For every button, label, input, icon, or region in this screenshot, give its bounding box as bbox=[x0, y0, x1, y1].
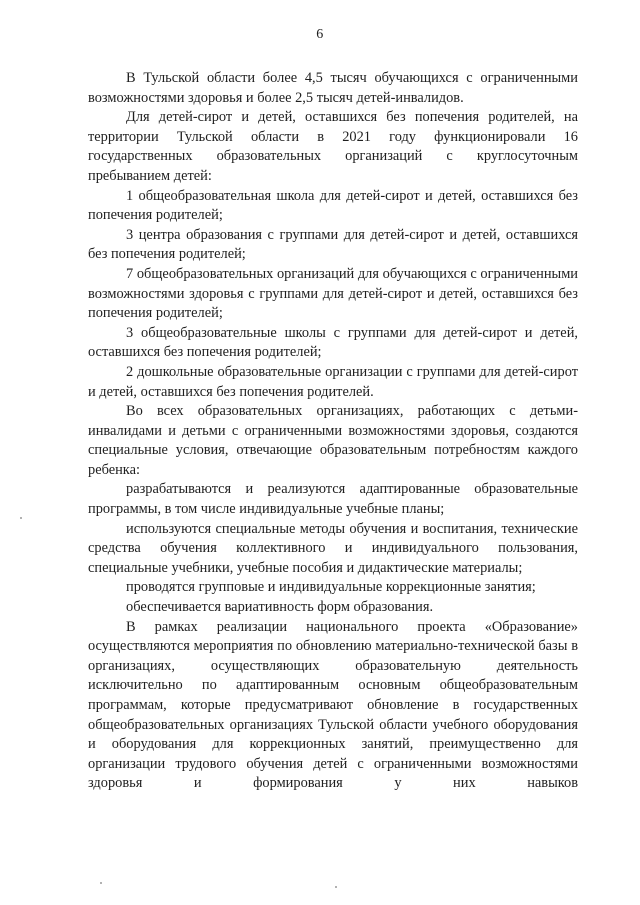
list-item-preschool-organizations: 2 дошкольные образовательные организации с группами для детей-сирот и детей, оставшихся без попечения родителей. bbox=[88, 363, 578, 400]
list-item-general-schools-with-groups: 3 общеобразовательные школы с группами для детей-сирот и детей, оставшихся без попечения родителей; bbox=[88, 324, 578, 361]
document-body bbox=[88, 69, 578, 794]
list-item-general-school: 1 общеобразовательная школа для детей-сирот и детей, оставшихся без попечения родителей; bbox=[88, 187, 578, 224]
scan-speck bbox=[335, 886, 337, 888]
scan-speck bbox=[20, 517, 22, 519]
list-item-education-centers: 3 центра образования с группами для детей-сирот и детей, оставшихся без попечения родителей; bbox=[88, 226, 578, 263]
paragraph-national-project: В рамках реализации национального проекта «Образование» осуществляются мероприятия по обновлению материально-технической базы в организациях, осуществляющих образовательную деятельность исключительно по адаптированным основным общеобразовательным программам, которые предусматривают обновление в государственных общеобразовательных организациях Тульской области учебного оборудования и оборудования для коррекционных занятий, преимущественно для организации трудового обучения детей с ограниченными возможностями здоровья и формирования у них навыков bbox=[88, 618, 578, 792]
list-item-correction-classes: проводятся групповые и индивидуальные коррекционные занятия; bbox=[126, 579, 536, 596]
scan-speck bbox=[100, 882, 102, 884]
page-number: 6 bbox=[316, 27, 324, 42]
paragraph-orphan-organizations-intro: Для детей-сирот и детей, оставшихся без попечения родителей, на территории Тульской области в 2021 году функционировали 16 государственных образовательных организаций с круглосуточным пребыванием детей: bbox=[88, 109, 578, 184]
list-item-special-methods: используются специальные методы обучения и воспитания, технические средства обучения коллективного и индивидуального пользования, специальные учебники, учебные пособия и дидактические материалы; bbox=[88, 520, 578, 576]
paragraph-statistics: В Тульской области более 4,5 тысяч обучающихся с ограниченными возможностями здоровья и более 2,5 тысяч детей-инвалидов. bbox=[88, 70, 578, 106]
list-item-variable-forms: обеспечивается вариативность форм образования. bbox=[126, 599, 434, 616]
list-item-special-organizations: 7 общеобразовательных организаций для обучающихся с ограниченными возможностями здоровья с группами для детей-сирот и детей, оставшихся без попечения родителей; bbox=[88, 265, 578, 322]
list-item-adapted-programs: разрабатываются и реализуются адаптированные образовательные программы, в том числе индивидуальные учебные планы; bbox=[88, 481, 578, 518]
paragraph-special-conditions-intro: Во всех образовательных организациях, работающих с детьми-инвалидами и детьми с ограниченными возможностями здоровья, создаются специальные условия, отвечающие образовательным потребностям каждого ребенка: bbox=[88, 403, 578, 478]
